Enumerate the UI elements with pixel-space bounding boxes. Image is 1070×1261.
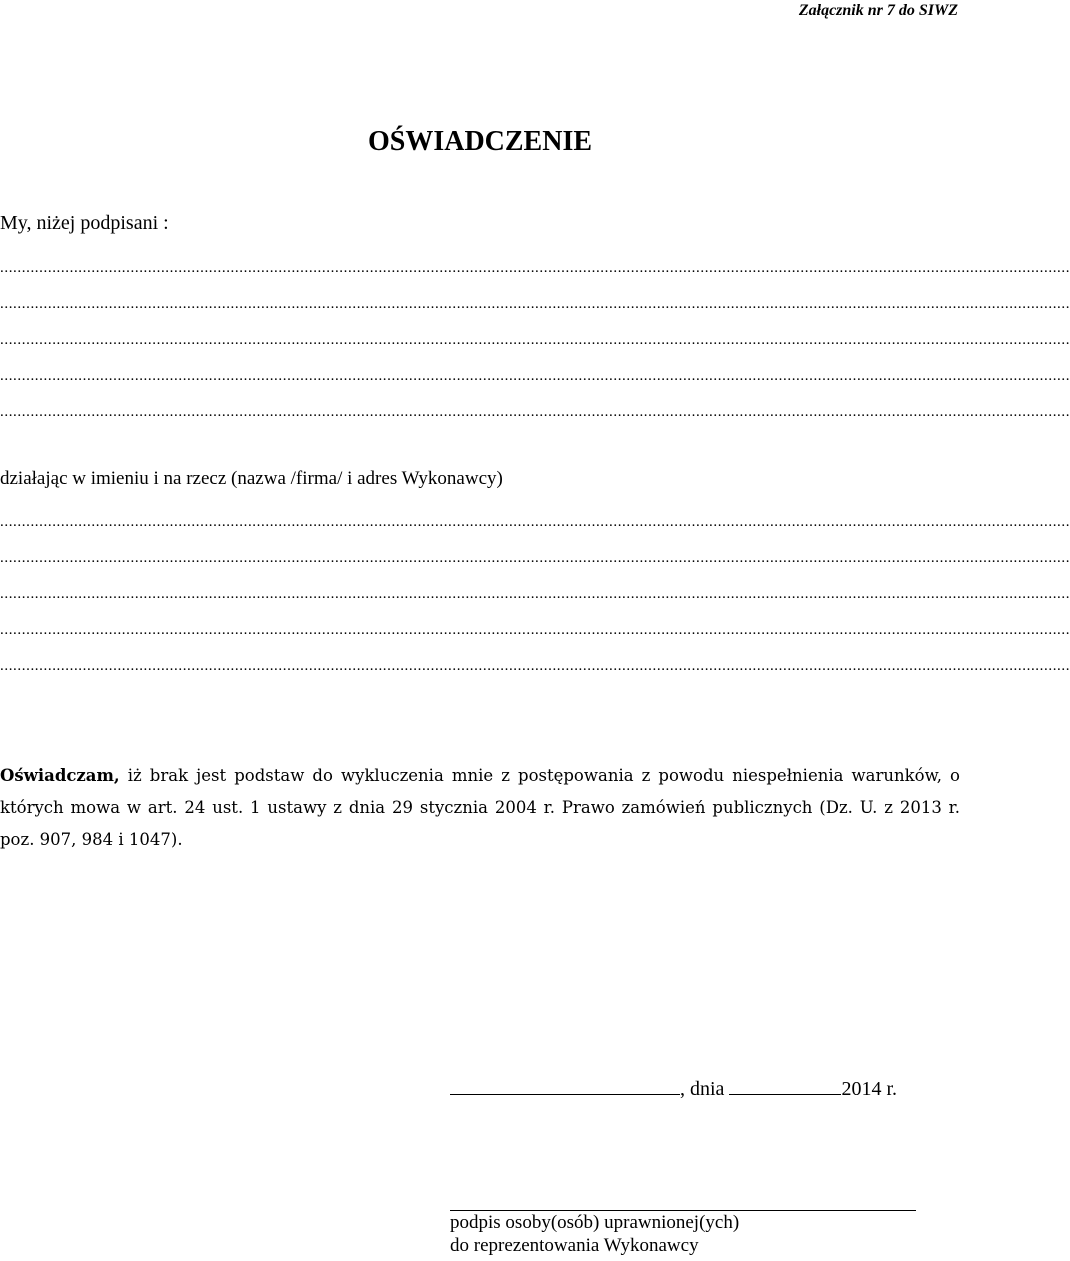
signature-caption bbox=[450, 1211, 739, 1257]
fill-line-contractor-4[interactable]: ...................................................................................................................................................................................................................................................... bbox=[0, 622, 1070, 638]
fill-line-contractor-3[interactable]: ...................................................................................................................................................................................................................................................... bbox=[0, 586, 1070, 602]
signature-caption-line-1: podpis osoby(osób) uprawnionej(ych) bbox=[450, 1212, 740, 1233]
date-year: 2014 r. bbox=[841, 1078, 897, 1100]
intro-text: My, niżej podpisani : bbox=[0, 212, 169, 234]
document-title: OŚWIADCZENIE bbox=[367, 126, 593, 157]
fill-line-signatories-4[interactable]: ...................................................................................................................................................................................................................................................... bbox=[0, 368, 1070, 384]
declaration-statement bbox=[0, 760, 960, 856]
acting-on-behalf-label: działając w imieniu i na rzecz (nazwa /firma/ i adres Wykonawcy) bbox=[0, 468, 503, 489]
fill-line-signatories-2[interactable]: ...................................................................................................................................................................................................................................................... bbox=[0, 296, 1070, 312]
fill-line-contractor-1[interactable]: ...................................................................................................................................................................................................................................................... bbox=[0, 514, 1070, 530]
fill-line-contractor-2[interactable]: ...................................................................................................................................................................................................................................................... bbox=[0, 550, 1070, 566]
fill-line-contractor-5[interactable]: ...................................................................................................................................................................................................................................................... bbox=[0, 658, 1070, 674]
statement-body: iż brak jest podstaw do wykluczenia mnie z postępowania z powodu niespełnienia warunków, o których mowa w art. 24 ust. 1 ustawy z dnia 29 stycznia 2004 r. Prawo zamówień publicznych (Dz. U. z 2013 r. poz. 907, 984 i 1047). bbox=[0, 766, 960, 849]
signature-caption-line-2: do reprezentowania Wykonawcy bbox=[450, 1235, 699, 1256]
fill-line-signatories-1[interactable]: ...................................................................................................................................................................................................................................................... bbox=[0, 260, 1070, 276]
date-separator: , dnia bbox=[680, 1078, 730, 1100]
fill-line-signatories-3[interactable]: ...................................................................................................................................................................................................................................................... bbox=[0, 332, 1070, 348]
statement-lead: Oświadczam, bbox=[0, 766, 120, 785]
place-blank[interactable] bbox=[450, 1076, 680, 1095]
fill-line-signatories-5[interactable]: ...................................................................................................................................................................................................................................................... bbox=[0, 404, 1070, 420]
date-blank[interactable] bbox=[729, 1076, 841, 1095]
place-date-line bbox=[450, 1076, 897, 1101]
annex-label: Załącznik nr 7 do SIWZ bbox=[798, 2, 958, 19]
